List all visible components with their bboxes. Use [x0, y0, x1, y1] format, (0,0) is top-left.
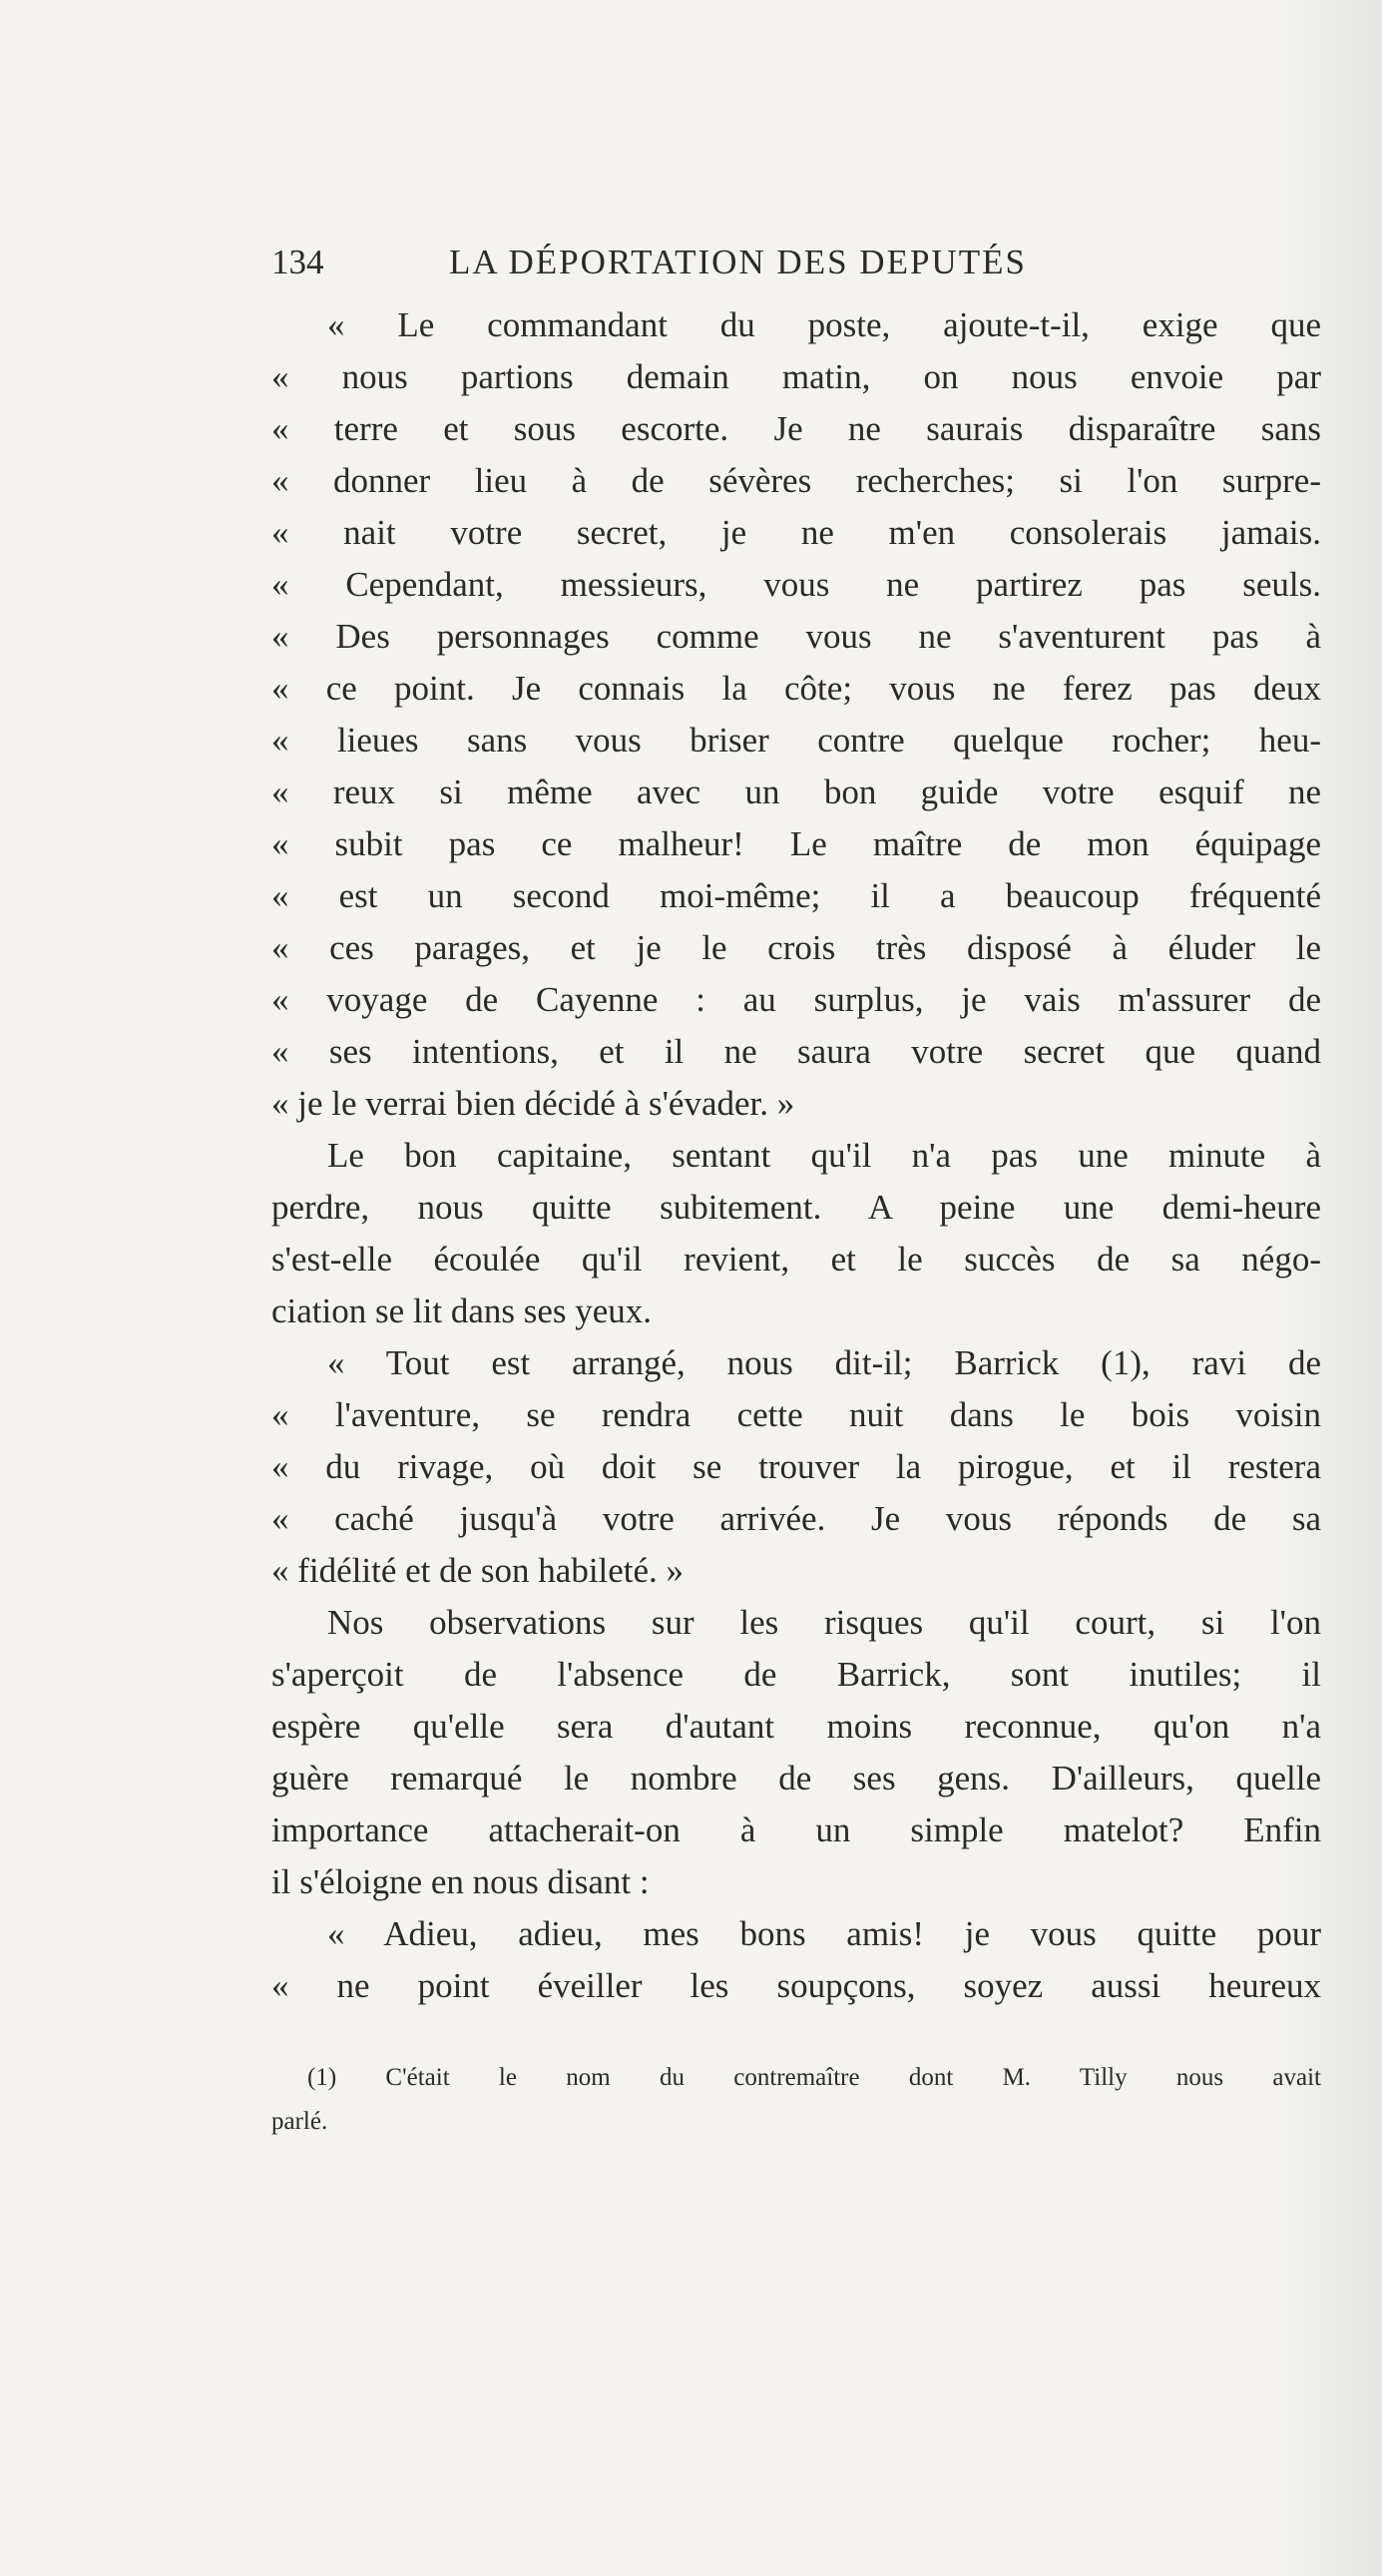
- text-line: Le bon capitaine, sentant qu'il n'a pas une minute à: [327, 1136, 1321, 1175]
- text-line: espère qu'elle sera d'autant moins reconnue, qu'on n'a: [271, 1707, 1321, 1746]
- text-line: « ces parages, et je le crois très disposé à éluder le: [271, 928, 1321, 967]
- text-line: « nait votre secret, je ne m'en consolerais jamais.: [271, 513, 1321, 552]
- running-title: LA DÉPORTATION DES DEPUTÉS: [449, 243, 1027, 281]
- text-line: « ne point éveiller les soupçons, soyez aussi heureux: [271, 1966, 1321, 2005]
- text-line: s'est-elle écoulée qu'il revient, et le succès de sa négo-: [271, 1240, 1321, 1279]
- text-line: Nos observations sur les risques qu'il court, si l'on: [327, 1603, 1321, 1642]
- text-line: guère remarqué le nombre de ses gens. D'ailleurs, quelle: [271, 1759, 1321, 1798]
- text-line: « je le verrai bien décidé à s'évader. »: [271, 1084, 795, 1123]
- text-line: perdre, nous quitte subitement. A peine une demi-heure: [271, 1188, 1321, 1227]
- text-line: « du rivage, où doit se trouver la pirogue, et il restera: [271, 1447, 1321, 1486]
- footnote-line: (1) C'était le nom du contremaître dont M. Tilly nous avait: [307, 2064, 1321, 2091]
- text-line: « Le commandant du poste, ajoute-t-il, exige que: [327, 305, 1321, 344]
- text-line: « ce point. Je connais la côte; vous ne ferez pas deux: [271, 669, 1321, 708]
- text-line: « reux si même avec un bon guide votre esquif ne: [271, 773, 1321, 811]
- text-line: « ses intentions, et il ne saura votre secret que quand: [271, 1032, 1321, 1071]
- text-line: s'aperçoit de l'absence de Barrick, sont inutiles; il: [271, 1655, 1321, 1694]
- text-line: « fidélité et de son habileté. »: [271, 1551, 685, 1590]
- text-line: « Des personnages comme vous ne s'aventurent pas à: [271, 617, 1321, 656]
- footnote-line: parlé.: [271, 2108, 328, 2135]
- text-line: « est un second moi-même; il a beaucoup fréquenté: [271, 876, 1321, 915]
- text-line: « Adieu, adieu, mes bons amis! je vous quitte pour: [327, 1914, 1321, 1953]
- text-line: « donner lieu à de sévères recherches; si l'on surpre-: [271, 461, 1321, 500]
- text-line: importance attacherait-on à un simple matelot? Enfin: [271, 1810, 1321, 1849]
- text-line: « l'aventure, se rendra cette nuit dans le bois voisin: [271, 1395, 1321, 1434]
- text-line: « subit pas ce malheur! Le maître de mon équipage: [271, 824, 1321, 863]
- text-line: « terre et sous escorte. Je ne saurais disparaître sans: [271, 409, 1321, 448]
- text-line: « nous partions demain matin, on nous envoie par: [271, 357, 1321, 396]
- text-line: il s'éloigne en nous disant :: [271, 1862, 650, 1901]
- page-number: 134: [271, 243, 324, 281]
- footnotes: [271, 2056, 1321, 2144]
- text-line: « Cependant, messieurs, vous ne partirez pas seuls.: [271, 565, 1321, 604]
- text-line: « lieues sans vous briser contre quelque rocher; heu-: [271, 721, 1321, 760]
- running-header: [271, 238, 1329, 287]
- text-line: « caché jusqu'à votre arrivée. Je vous réponds de sa: [271, 1499, 1321, 1538]
- text-line: ciation se lit dans ses yeux.: [271, 1291, 653, 1330]
- text-line: « Tout est arrangé, nous dit-il; Barrick (1), ravi de: [327, 1343, 1321, 1382]
- body-text: [271, 299, 1321, 2012]
- text-line: « voyage de Cayenne : au surplus, je vais m'assurer de: [271, 980, 1321, 1019]
